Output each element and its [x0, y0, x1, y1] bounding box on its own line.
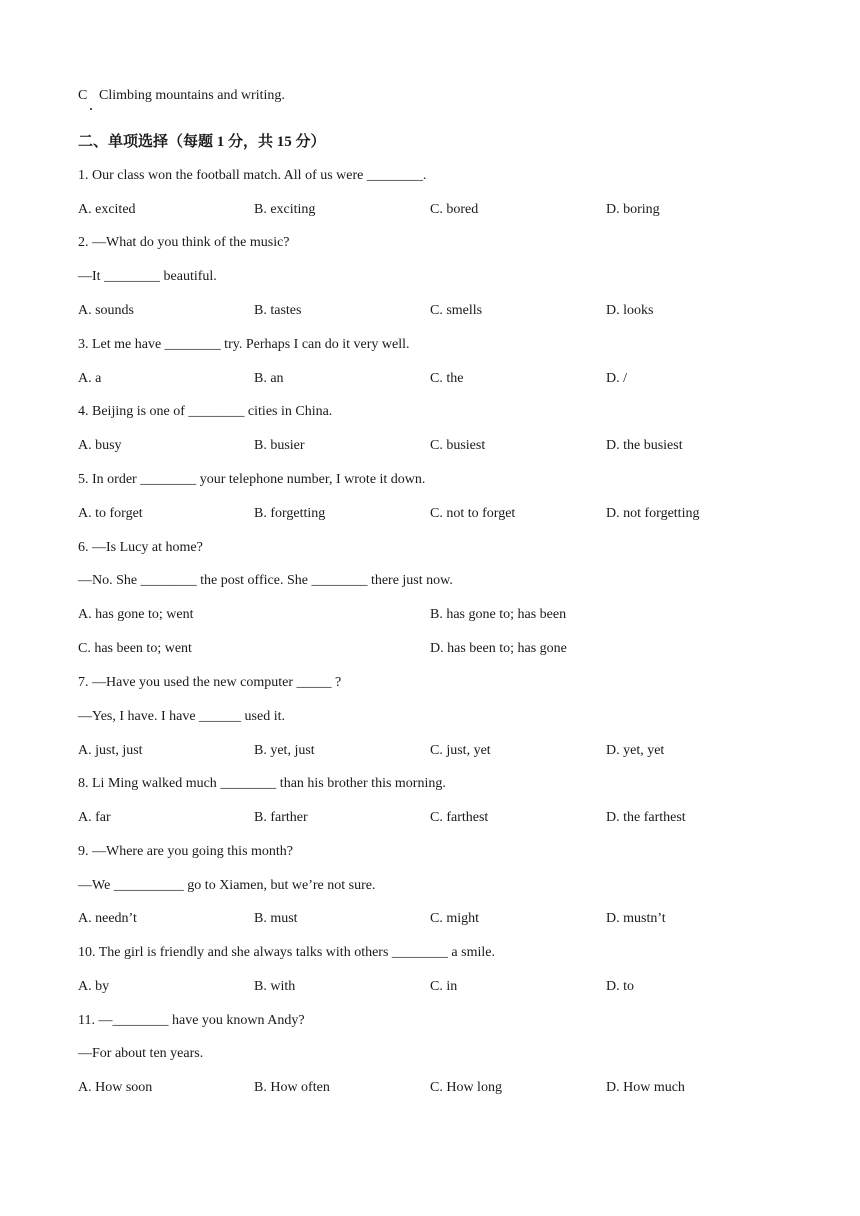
q2-option-d: D. looks [606, 303, 654, 318]
q1-option-a: A. excited [78, 202, 136, 217]
q10-option-c: C. in [430, 979, 458, 994]
q4-option-a: A. busy [78, 438, 122, 453]
q8-option-b: B. farther [254, 810, 308, 825]
q5-option-a: A. to forget [78, 506, 143, 521]
question-5-stem: 5. In order ________ your telephone number, I wrote it down. [78, 472, 426, 487]
q8-option-c: C. farthest [430, 810, 489, 825]
question-7-reply: —Yes, I have. I have ______ used it. [78, 709, 285, 724]
question-2-reply: —It ________ beautiful. [78, 269, 217, 284]
question-10-stem: 10. The girl is friendly and she always talks with others ________ a smile. [78, 945, 495, 960]
q10-option-d: D. to [606, 979, 634, 994]
q7-option-b: B. yet, just [254, 743, 315, 758]
q11-option-c: C. How long [430, 1080, 502, 1095]
q3-option-a: A. a [78, 371, 102, 386]
emphasis-dot [90, 108, 92, 110]
q7-option-d: D. yet, yet [606, 743, 665, 758]
prev-option-letter: C [78, 88, 88, 103]
q8-option-d: D. the farthest [606, 810, 686, 825]
q5-option-d: D. not forgetting [606, 506, 700, 521]
q6-option-d: D. has been to; has gone [430, 641, 567, 656]
prev-option-text: Climbing mountains and writing. [99, 88, 285, 103]
question-6-stem: 6. —Is Lucy at home? [78, 540, 203, 555]
question-1-stem: 1. Our class won the football match. All of us were ________. [78, 168, 427, 183]
q7-option-a: A. just, just [78, 743, 143, 758]
q6-option-b: B. has gone to; has been [430, 607, 567, 622]
q6-option-a: A. has gone to; went [78, 607, 194, 622]
q4-option-b: B. busier [254, 438, 305, 453]
section-title: 二、单项选择（每题 1 分，共 15 分） [78, 134, 326, 150]
q10-option-a: A. by [78, 979, 110, 994]
q5-option-c: C. not to forget [430, 506, 516, 521]
question-11-reply: —For about ten years. [78, 1046, 204, 1061]
q1-option-b: B. exciting [254, 202, 316, 217]
q9-option-d: D. mustn’t [606, 911, 666, 926]
question-9-reply: —We __________ go to Xiamen, but we’re not sure. [78, 878, 376, 893]
q3-option-c: C. the [430, 371, 464, 386]
q2-option-b: B. tastes [254, 303, 302, 318]
question-3-stem: 3. Let me have ________ try. Perhaps I can do it very well. [78, 337, 410, 352]
q7-option-c: C. just, yet [430, 743, 491, 758]
q6-option-c: C. has been to; went [78, 641, 192, 656]
question-4-stem: 4. Beijing is one of ________ cities in China. [78, 404, 333, 419]
q11-option-d: D. How much [606, 1080, 685, 1095]
question-11-stem: 11. —________ have you known Andy? [78, 1013, 305, 1028]
q8-option-a: A. far [78, 810, 111, 825]
question-2-stem: 2. —What do you think of the music? [78, 235, 290, 250]
q9-option-b: B. must [254, 911, 298, 926]
q3-option-b: B. an [254, 371, 284, 386]
q4-option-c: C. busiest [430, 438, 486, 453]
question-8-stem: 8. Li Ming walked much ________ than his brother this morning. [78, 776, 446, 791]
q1-option-d: D. boring [606, 202, 660, 217]
question-6-reply: —No. She ________ the post office. She ________ there just now. [78, 573, 453, 588]
q11-option-b: B. How often [254, 1080, 330, 1095]
q9-option-c: C. might [430, 911, 480, 926]
q10-option-b: B. with [254, 979, 296, 994]
q9-option-a: A. needn’t [78, 911, 137, 926]
q4-option-d: D. the busiest [606, 438, 683, 453]
q11-option-a: A. How soon [78, 1080, 153, 1095]
question-7-stem: 7. —Have you used the new computer _____ ? [78, 675, 342, 690]
q1-option-c: C. bored [430, 202, 479, 217]
question-9-stem: 9. —Where are you going this month? [78, 844, 294, 859]
q3-option-d: D. / [606, 371, 627, 386]
q2-option-c: C. smells [430, 303, 483, 318]
q2-option-a: A. sounds [78, 303, 135, 318]
q5-option-b: B. forgetting [254, 506, 326, 521]
